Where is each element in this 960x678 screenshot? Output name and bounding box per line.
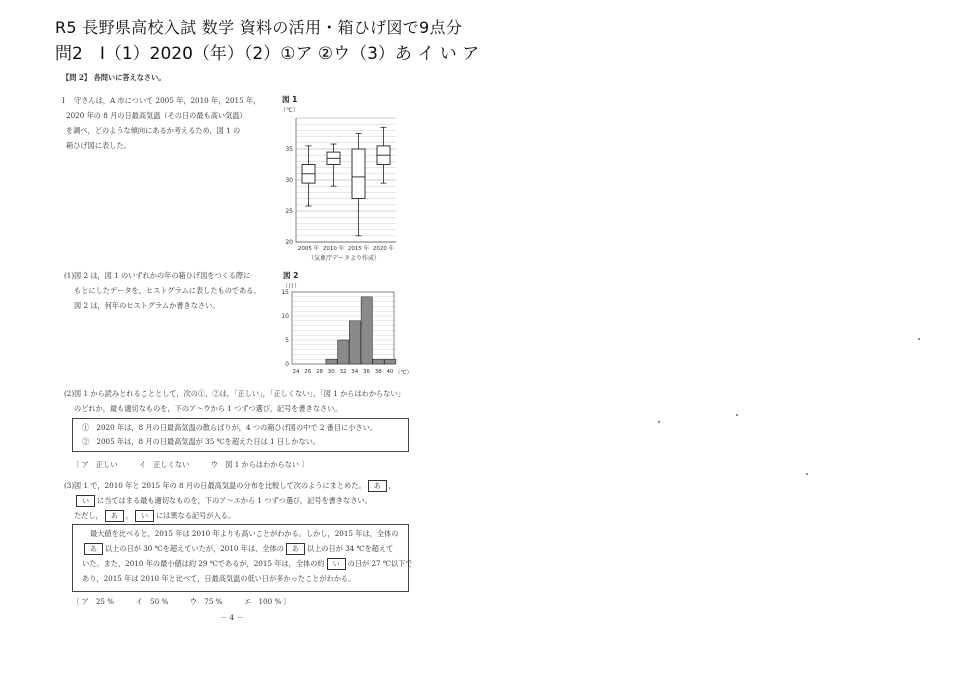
q3-summary-line-2a: 以上の日が 30 ℃を超えていたが，2010 年は，全体の — [105, 544, 284, 553]
category-label: 2010 年 — [322, 246, 345, 252]
x-tick-label: 30 — [327, 369, 335, 375]
scan-speck — [806, 473, 808, 475]
histogram-bar — [349, 321, 360, 364]
figure-1-title: 図 1 — [282, 95, 298, 104]
intro-line-1: 守さんは，A 市について 2005 年，2010 年，2015 年， — [74, 96, 261, 105]
q1-number: (1) — [64, 271, 75, 280]
blank-i-box: い — [76, 495, 95, 507]
q2-line-1: 図 1 から読みとれることとして，次の①，②は，「正しい」，「正しくない」，「図 1 からはわからない」 — [74, 389, 405, 398]
y-tick-label: 35 — [285, 146, 293, 153]
q3-line-3-end: には異なる記号が入る。 — [155, 511, 236, 520]
y-tick-label: 0 — [285, 361, 289, 368]
y-tick-label: 20 — [285, 239, 293, 246]
q3-summary-line-3b: の日が 27 ℃以下で — [347, 559, 413, 568]
intro-line-4: 箱ひげ図に表した。 — [66, 141, 131, 150]
x-tick-label: 32 — [339, 369, 347, 375]
q2-line-2: のどれか，最も適切なものを，下のア～ウから 1 つずつ選び，記号を書きなさい。 — [74, 404, 342, 413]
x-tick-label: 24 — [292, 369, 300, 375]
blank-a-box: あ — [368, 480, 387, 492]
y-tick-label: 10 — [281, 313, 289, 320]
scan-speck — [658, 421, 660, 423]
q2-statement-1: ① 2020 年は，8 月の日最高気温の散らばりが，4 つの箱ひげ図の中で 2 番目に小さい。 — [82, 423, 378, 432]
intro-line-3: を調べ，どのような傾向にあるか考えるため，図 1 の — [66, 126, 241, 135]
q3-number: (3) — [64, 481, 75, 490]
q3-summary-line-4: あり，2015 年は 2010 年と比べて，日最高気温の低い日が多かったことがわかる。 — [82, 574, 356, 583]
scan-speck — [918, 338, 920, 340]
figure-1-ylabel: （℃） — [280, 107, 299, 114]
q2-statement-2: ② 2005 年は，8 月の日最高気温が 35 ℃を超えた日は 1 日しかない。 — [82, 437, 321, 446]
blank-a-box: あ — [105, 510, 124, 522]
q2-choices: 〔 ア 正しい イ 正しくない ウ 図 1 からはわからない 〕 — [72, 460, 309, 469]
y-tick-label: 5 — [285, 337, 289, 344]
histogram-bar — [338, 340, 349, 364]
histogram-bar — [361, 297, 372, 364]
blank-i-box: い — [327, 558, 346, 570]
intro-line-2: 2020 年の 8 月の日最高気温（その日の最も高い気温） — [66, 111, 247, 120]
q1-line-2: もとにしたデータを，ヒストグラムに表したものである。 — [74, 286, 261, 295]
page-number: － 4 － — [220, 613, 244, 622]
q2-number: (2) — [64, 389, 75, 398]
x-tick-label: 40 — [386, 369, 394, 375]
q3-line-1-text: 図 1 で，2010 年と 2015 年の 8 月の日最高気温の分布を比較して次のようにまとめた。 — [74, 481, 366, 490]
q3-line-3-start: ただし， — [74, 511, 103, 520]
histogram-bar — [373, 359, 384, 364]
category-label: 2005 年 — [297, 246, 320, 252]
scan-speck — [736, 414, 738, 416]
y-tick-label: 15 — [281, 289, 289, 296]
figure-2-ylabel: （日） — [282, 283, 301, 290]
figure-1-boxplot — [278, 92, 408, 267]
histogram-bar — [326, 359, 337, 364]
x-tick-label: 26 — [304, 369, 312, 375]
figure-1-source: （気象庁データより作成） — [308, 255, 381, 262]
q3-summary-line-3a: いた。また，2010 年の最小値は約 29 ℃であるが，2015 年は，全体の約 — [82, 559, 325, 568]
blank-i-box: い — [135, 510, 154, 522]
blank-a-box: あ — [84, 543, 103, 555]
blank-a-box: あ — [286, 543, 305, 555]
x-tick-label: 36 — [363, 369, 370, 375]
y-tick-label: 25 — [285, 208, 293, 215]
header-line-2: 問2 I（1）2020（年）（2）①ア ②ウ（3）あ イ い ア — [55, 44, 480, 64]
q3-summary-line-2 — [82, 541, 393, 556]
category-label: 2020 年 — [372, 246, 395, 252]
q3-summary-line-3 — [82, 556, 413, 571]
x-tick-label: 38 — [374, 369, 382, 375]
intro-number: I — [62, 96, 65, 105]
y-tick-label: 30 — [285, 177, 293, 184]
q3-summary-line-1: 最大値を比べると，2015 年は 2010 年よりも高いことがわかる。しかし，2015 年は，全体の — [90, 529, 399, 538]
q3-choices: 〔 ア 25 % イ 50 % ウ 75 % エ 100 % 〕 — [72, 597, 291, 606]
q3-line-3: ただし， あ ， い には異なる記号が入る。 — [74, 511, 236, 520]
exam-question-label: 【問 2】 各問いに答えなさい。 — [62, 73, 166, 82]
category-label: 2015 年 — [347, 246, 370, 252]
q3-summary-line-2b: 以上の日が 34 ℃を超えて — [306, 544, 394, 553]
histogram-bar — [385, 359, 396, 364]
q3-line-2-text: に当てはまる最も適切なものを，下のア～エから 1 つずつ選び，記号を書きなさい。 — [97, 496, 372, 505]
q3-line-2 — [74, 493, 372, 508]
x-tick-label: 28 — [316, 369, 323, 375]
figure-2-xlabel: （℃） — [395, 370, 413, 376]
q1-line-3: 図 2 は，何年のヒストグラムか書きなさい。 — [74, 301, 220, 310]
figure-2-histogram — [278, 268, 413, 378]
x-tick-label: 34 — [351, 369, 359, 375]
figure-2-title: 図 2 — [283, 271, 299, 280]
q3-line-1: 図 1 で，2010 年と 2015 年の 8 月の日最高気温の分布を比較して次のようにまとめた。 あ ， — [74, 481, 396, 490]
box — [352, 149, 365, 199]
header-line-1: R5 長野県高校入試 数学 資料の活用・箱ひげ図で9点分 — [55, 18, 463, 37]
q1-line-1: 図 2 は，図 1 のいずれかの年の箱ひげ図をつくる際に — [74, 271, 251, 280]
